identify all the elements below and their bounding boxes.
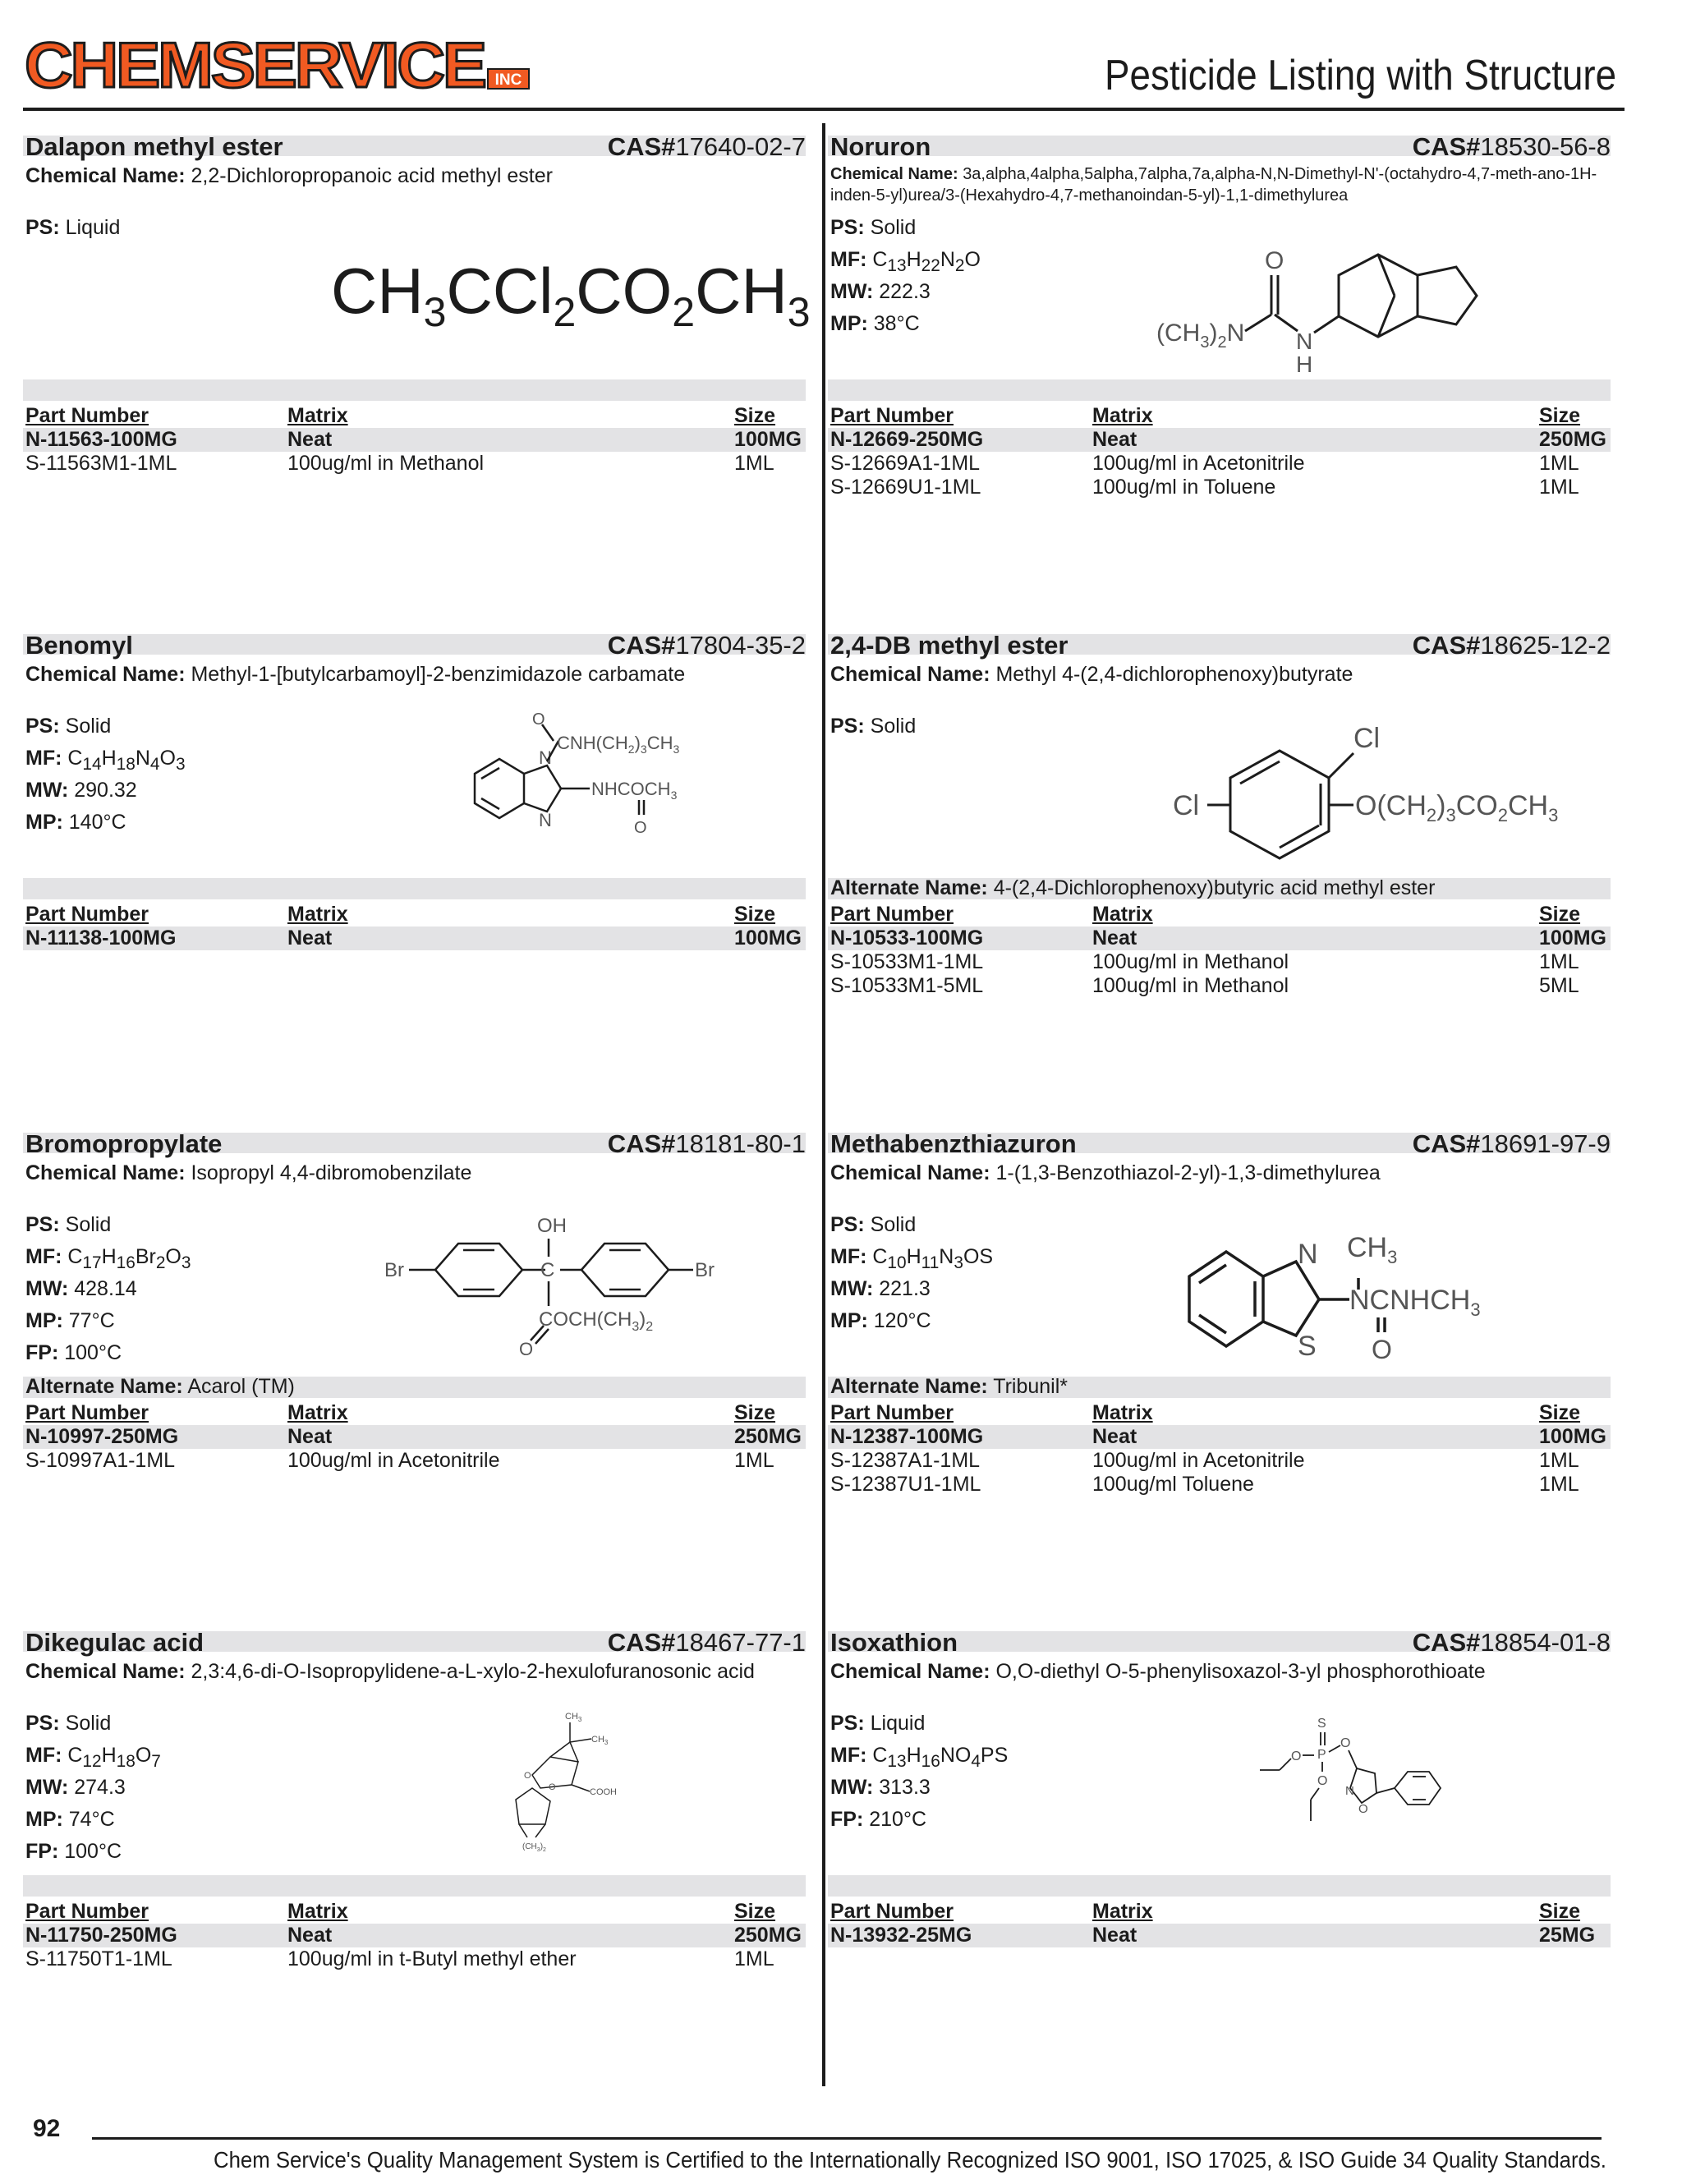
svg-text:COCH(CH3)2: $COCH(CH_3)_2$ (539, 1308, 654, 1334)
table-row[interactable]: N-11138-100MG Neat 100MG (23, 926, 806, 950)
page-header (23, 33, 1625, 108)
column-divider (822, 123, 825, 2086)
svg-text:CNH(CH2)3CH3: $CNH(CH_2)_3CH_3$ (557, 733, 680, 756)
table-row[interactable]: N-11750-250MG Neat 250MG (23, 1924, 806, 1947)
structure-diagram (1181, 1211, 1592, 1379)
footer-divider (92, 2137, 1602, 2140)
product-entry (23, 1623, 806, 2083)
svg-text:O: O (1340, 1736, 1351, 1750)
properties: PS: Solid MF: $C_{12}H_{18}O_7$ MW: 274.3 MP: 74°C FP: 100°C (25, 1712, 161, 1863)
structure-diagram (1156, 218, 1583, 386)
svg-text:COOH: COOH (590, 1787, 617, 1797)
product-name: Bromopropylate (25, 1129, 223, 1158)
svg-text:P: P (1317, 1748, 1326, 1762)
product-name: Noruron (830, 132, 931, 161)
table-row[interactable]: S-12669U1-1ML 100ug/ml in Toluene 1ML (830, 476, 1579, 499)
svg-text:O: O (549, 1782, 556, 1792)
table-row[interactable]: S-11750T1-1ML 100ug/ml in t-Butyl methyl ether 1ML (25, 1947, 774, 1970)
parts-table: Part Number Matrix Size N-10533-100MG Neat 100MG S-10533M1-1ML 100ug/ml in Methanol 1ML S-10533M1-5ML 100ug/ml in Methanol 5ML (828, 903, 1611, 998)
svg-text:O: O (1358, 1802, 1368, 1816)
chemical-name: Chemical Name: 2,3:4,6-di-O-Isopropylidene-a-L-xylo-2-hexulofuranosonic acid (25, 1660, 755, 1683)
chemical-name: Chemical Name: 3a,alpha,4alpha,5alpha,7alpha,7a,alpha-N,N-Dimethyl-N'-(octahydro-4,7-meth-ano-1H-inden-5-yl)urea/3-(Hexahydro-4,7-methanoindan-5-yl)-1,1-dimethylurea (830, 165, 1597, 205)
properties: PS: Liquid (25, 216, 121, 239)
chemical-name: Chemical Name: O,O-diethyl O-5-phenylisoxazol-3-yl phosphorothioate (830, 1660, 1486, 1683)
cas-number: CAS#18530-56-8 (1412, 132, 1611, 161)
table-row[interactable]: N-11563-100MG Neat 100MG (23, 428, 806, 452)
table-row[interactable]: S-12669A1-1ML 100ug/ml in Acetonitrile 1ML (830, 452, 1579, 475)
svg-text:S: S (1317, 1717, 1326, 1731)
properties: PS: Solid MF: $C_{10}H_{11}N_3OS$ MW: 221.3 MP: 120°C (830, 1213, 994, 1332)
svg-text:(CH3)2: $(CH_3)_2$ (522, 1842, 546, 1853)
svg-text:Br: Br (384, 1259, 404, 1281)
svg-text:NCNHCH3: $NCNHCH_3$ (1349, 1285, 1481, 1320)
svg-text:O: O (1265, 247, 1284, 274)
cas-number: CAS#18181-80-1 (607, 1129, 806, 1158)
svg-text:CH3: $CH_3$ (565, 1712, 582, 1723)
svg-text:S: S (1298, 1331, 1317, 1362)
product-name: Dikegulac acid (25, 1628, 205, 1657)
table-row[interactable]: N-12669-250MG Neat 250MG (828, 428, 1611, 452)
table-row[interactable]: N-10997-250MG Neat 250MG (23, 1425, 806, 1449)
alternate-name: 4-(2,4-Dichlorophenoxy)butyric acid methyl ester (993, 876, 1436, 899)
table-row[interactable]: S-10997A1-1ML 100ug/ml in Acetonitrile 1ML (25, 1449, 774, 1472)
svg-text:H: H (1296, 352, 1313, 377)
parts-table: Part Number Matrix Size N-13932-25MG Neat 25MG (828, 1900, 1611, 1947)
table-row[interactable]: S-10533M1-1ML 100ug/ml in Methanol 1ML (830, 950, 1579, 973)
svg-text:C: C (540, 1259, 555, 1281)
alternate-name-row: Alternate Name: Acarol (TM) (23, 1375, 806, 1398)
structure-diagram (384, 1211, 795, 1371)
alternate-name: Acarol (TM) (187, 1375, 295, 1398)
table-row[interactable]: S-12387U1-1ML 100ug/ml Toluene 1ML (830, 1473, 1579, 1496)
svg-text:NHCOCH3: $NHCOCH_3$ (591, 779, 678, 802)
table-row[interactable]: N-13932-25MG Neat 25MG (828, 1924, 1611, 1947)
svg-text:O: O (532, 710, 545, 729)
structure-diagram (1255, 1709, 1501, 1861)
parts-table: Part Number Matrix Size N-12669-250MG Neat 250MG S-12669A1-1ML 100ug/ml in Acetonitrile 1ML S-12669U1-1ML 100ug/ml in Toluene 1ML (828, 404, 1611, 499)
svg-text:OH: OH (537, 1215, 567, 1237)
chemservice-logo (23, 33, 532, 99)
table-row[interactable]: S-11563M1-1ML 100ug/ml in Methanol 1ML (25, 452, 774, 475)
page-title: Pesticide Listing with Structure (1104, 52, 1616, 99)
svg-text:N: N (1296, 329, 1313, 354)
svg-text:CH3CCl2CO2CH3: $CH_3CCl_2CO_2CH_3$ (331, 255, 811, 335)
table-row[interactable]: N-10533-100MG Neat 100MG (828, 926, 1611, 950)
footer-statement: Chem Service's Quality Management System is Certified to the Internationally Recognized ISO 9001, ISO 17025, & ISO Guide 34 Quality Standards. (214, 2147, 1606, 2173)
alternate-name: Tribunil* (993, 1375, 1068, 1398)
product-name: Dalapon methyl ester (25, 132, 283, 161)
svg-text:Cl: Cl (1173, 790, 1200, 821)
product-entry (828, 1623, 1611, 2083)
table-row[interactable]: S-12387A1-1ML 100ug/ml in Acetonitrile 1ML (830, 1449, 1579, 1472)
product-entry (828, 1124, 1611, 1584)
chemical-name: Chemical Name: 2,2-Dichloropropanoic acid methyl ester (25, 164, 553, 187)
properties: PS: Solid (830, 715, 917, 738)
svg-text:O(CH2)3CO2CH3: $O(CH_2)_3CO_2CH_3$ (1355, 790, 1559, 825)
svg-text:INC: INC (494, 71, 522, 89)
svg-text:O: O (1317, 1774, 1328, 1788)
properties: PS: Solid MF: $C_{17}H_{16}Br_2O_3$ MW: 428.14 MP: 77°C FP: 100°C (25, 1213, 191, 1364)
table-row[interactable]: N-12387-100MG Neat 100MG (828, 1425, 1611, 1449)
cas-number: CAS#18625-12-2 (1412, 631, 1611, 660)
chemical-name: Chemical Name: Methyl-1-[butylcarbamoyl]-2-benzimidazole carbamate (25, 663, 686, 686)
svg-text:CH3: $CH_3$ (1347, 1232, 1398, 1267)
svg-text:CH3: $CH_3$ (591, 1735, 609, 1746)
svg-text:N: N (539, 810, 552, 830)
alternate-name-row: Alternate Name: 4-(2,4-Dichlorophenoxy)butyric acid methyl ester (828, 876, 1611, 899)
svg-text:O: O (634, 819, 647, 837)
alternate-name-row: Alternate Name: Tribunil* (828, 1375, 1611, 1398)
structure-formula (331, 251, 811, 345)
svg-text:(CH3)2N: $(CH_3)_2N$ (1156, 320, 1245, 352)
cas-number: CAS#18854-01-8 (1412, 1628, 1611, 1657)
structure-diagram (1156, 716, 1600, 885)
svg-text:O: O (1291, 1749, 1302, 1763)
parts-table: Part Number Matrix Size N-12387-100MG Neat 100MG S-12387A1-1ML 100ug/ml in Acetonitrile 1ML S-12387U1-1ML 100ug/ml Toluene 1ML (828, 1401, 1611, 1497)
svg-text:O: O (519, 1339, 534, 1359)
product-name: 2,4-DB methyl ester (830, 631, 1068, 660)
header-divider (23, 108, 1625, 111)
product-entry (828, 127, 1611, 587)
svg-text:N: N (1345, 1784, 1354, 1798)
cas-number: CAS#18691-97-9 (1412, 1129, 1611, 1158)
svg-text:N: N (539, 747, 552, 768)
product-name: Benomyl (25, 631, 133, 660)
svg-text:CHEMSERVICE: CHEMSERVICE (25, 33, 485, 99)
product-entry (828, 626, 1611, 1086)
product-entry (23, 127, 811, 587)
page-number: 92 (33, 2115, 61, 2142)
cas-number: CAS#18467-77-1 (607, 1628, 806, 1657)
chemical-name: Chemical Name: 1-(1,3-Benzothiazol-2-yl)-1,3-dimethylurea (830, 1161, 1381, 1184)
product-entry (23, 1124, 806, 1584)
svg-text:Br: Br (695, 1259, 715, 1281)
svg-text:O: O (1372, 1335, 1392, 1364)
properties: PS: Solid MF: $C_{14}H_{18}N_4O_3$ MW: 290.32 MP: 140°C (25, 715, 186, 834)
properties: PS: Solid MF: $C_{13}H_{22}N_2O$ MW: 222.3 MP: 38°C (830, 216, 981, 335)
parts-table: Part Number Matrix Size N-11138-100MG Neat 100MG (23, 903, 806, 950)
table-row[interactable]: S-10533M1-5ML 100ug/ml in Methanol 5ML (830, 974, 1579, 997)
product-name: Methabenzthiazuron (830, 1129, 1077, 1158)
properties: PS: Liquid MF: $C_{13}H_{16}NO_4PS$ MW: 313.3 FP: 210°C (830, 1712, 1009, 1831)
product-entry (23, 626, 806, 1086)
svg-text:N: N (1298, 1239, 1318, 1270)
parts-table: Part Number Matrix Size N-11563-100MG Neat 100MG S-11563M1-1ML 100ug/ml in Methanol 1ML (23, 404, 806, 476)
structure-diagram (450, 710, 713, 868)
svg-text:Cl: Cl (1353, 723, 1381, 754)
cas-number: CAS#17804-35-2 (607, 631, 806, 660)
chemical-name: Chemical Name: Isopropyl 4,4-dibromobenzilate (25, 1161, 472, 1184)
parts-table: Part Number Matrix Size N-11750-250MG Neat 250MG S-11750T1-1ML 100ug/ml in t-Butyl methyl ether 1ML (23, 1900, 806, 1971)
chemical-name: Chemical Name: Methyl 4-(2,4-dichlorophenoxy)butyrate (830, 663, 1353, 686)
parts-table: Part Number Matrix Size N-10997-250MG Neat 250MG S-10997A1-1ML 100ug/ml in Acetonitrile 1ML (23, 1401, 806, 1473)
product-name: Isoxathion (830, 1628, 958, 1657)
svg-text:O: O (524, 1771, 531, 1781)
cas-number: CAS#17640-02-7 (607, 132, 806, 161)
structure-diagram (499, 1709, 631, 1861)
